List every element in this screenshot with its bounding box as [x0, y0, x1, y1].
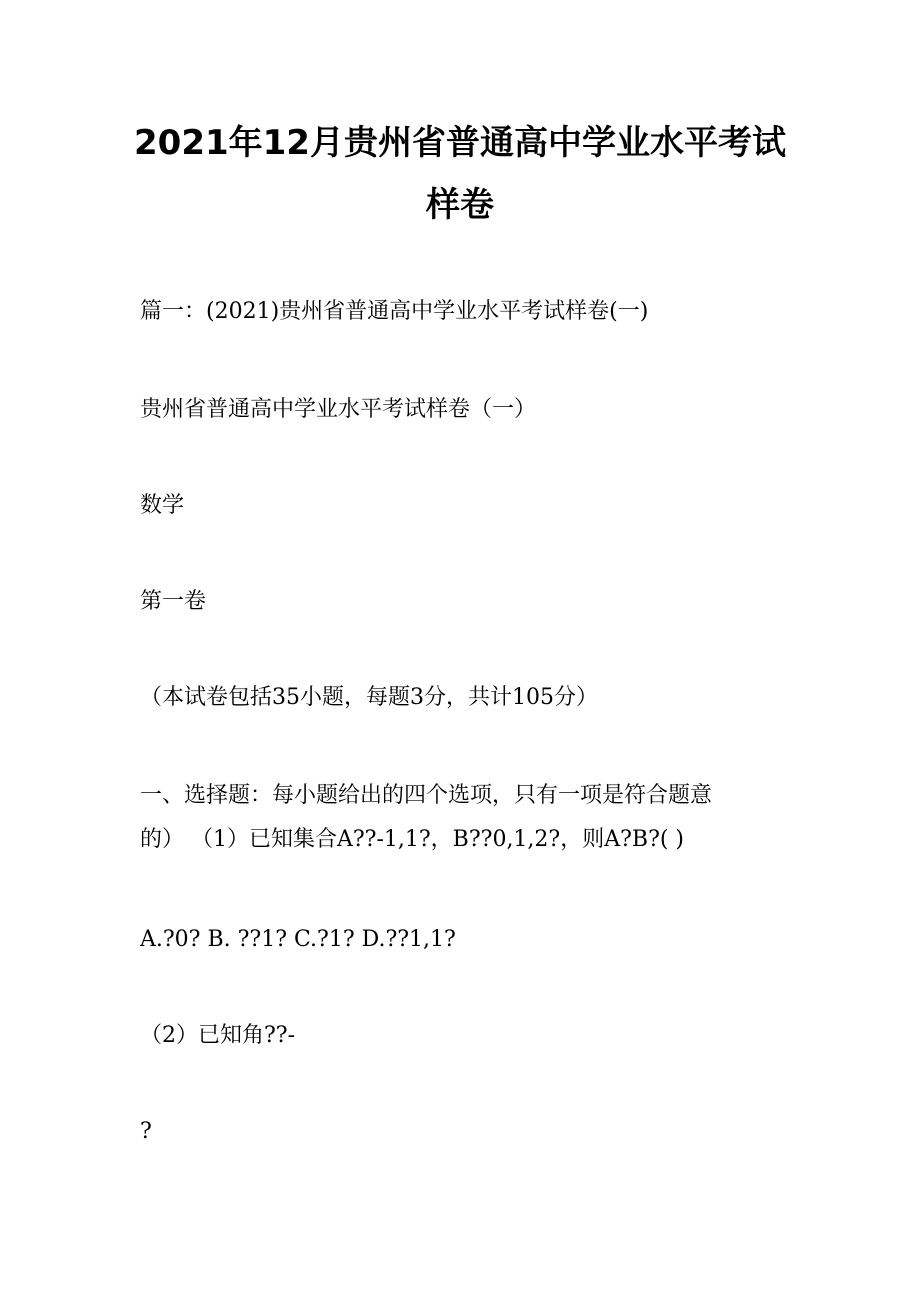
paragraph-line: 一、选择题：每小题给出的四个选项，只有一项是符合题意 — [140, 783, 713, 808]
paragraph-line: 数学 — [140, 493, 185, 518]
paragraph-exam-name — [140, 388, 790, 432]
paragraph-instructions — [140, 676, 790, 720]
paragraph-fragment — [140, 1110, 790, 1154]
paragraph-line: 的） （1）已知集合A??-1,1?，B??0,1,2?，则A?B?( ) — [140, 827, 685, 852]
paragraph-volume — [140, 580, 790, 624]
paragraph-line: （2）已知角??- — [140, 1023, 296, 1048]
paragraph-subject — [140, 484, 790, 528]
title-line: 样卷 — [426, 185, 494, 225]
paragraph-line: 贵州省普通高中学业水平考试样卷（一） — [140, 397, 537, 422]
paragraph-question-two — [140, 1014, 790, 1058]
document-title — [120, 112, 800, 236]
paragraph-section-one — [140, 774, 790, 862]
paragraph-line: （本试卷包括35小题，每题3分，共计105分） — [140, 685, 598, 710]
paragraph-options — [140, 918, 790, 962]
paragraph-line: 篇一：(2021)贵州省普通高中学业水平考试样卷(一) — [140, 299, 649, 324]
paragraph-line: 第一卷 — [140, 589, 207, 614]
paragraph-source-heading — [140, 290, 790, 334]
paragraph-line: A.?0? B. ??1? C.?1? D.??1,1? — [140, 927, 456, 952]
title-line: 2021年12月贵州省普通高中学业水平考试 — [134, 123, 786, 163]
paragraph-line: ? — [140, 1119, 152, 1144]
